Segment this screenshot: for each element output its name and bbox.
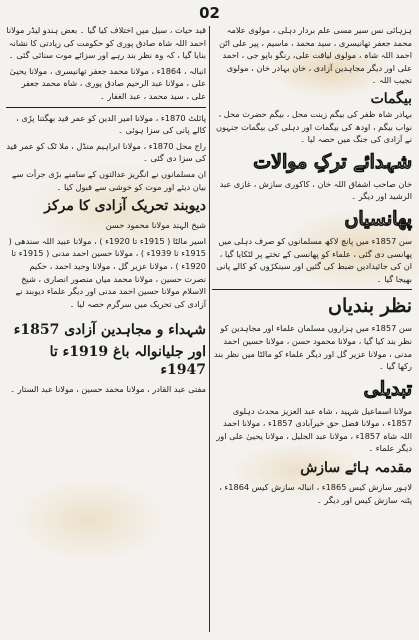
- begumat-paragraph: بہادر شاہ ظفر کی بیگم زینت محل ، بیگم حضرت محل ، نواب بیگم ، اودھ کی بیگمات اور دہلی کی بیگمات جنہوں نے آزادی کی جنگ میں حصہ لیا ۔: [215, 108, 412, 145]
- tabdeeli-paragraph: مولانا اسماعیل شہید ، شاہ عبد العزیز محدث دہلوی 1857ء ، مولانا فضل حق خیرآبادی 1857ء ، مولانا احمد اللہ شاہ 1857ء ، مولانا عبد الجلیل ، مولانا یحییٰ علی اور دیگر علماء ۔: [216, 405, 412, 454]
- begumat-section: [212, 90, 412, 108]
- spacer: [6, 313, 206, 317]
- begumat-heading: بیگمات: [370, 90, 412, 107]
- pilot-paragraph: پائلٹ 1870ء ، مولانا امیر الدین کو عمر قید بھگتنا پڑی ، کالے پانی کی سزا ہوئی ۔: [16, 112, 206, 136]
- phansiyan-paragraph: سن 1857ء میں پانچ لاکھ مسلمانوں کو صرف دہلی میں پھانسی دی گئی ، علماء کو پھانسی کے تختے پر لٹکایا گیا ، ان کی جائیدادیں ضبط کی گئیں اور سینکڑوں کو کالے پانی بھیجا گیا ۔: [216, 235, 412, 284]
- deoband-heading: دیوبند تحریک آزادی کا مرکز: [44, 198, 206, 215]
- right-intro-paragraph: ہزہائی نس سیر مسی علم بردار دہلی ، مولوی علامہ محمد جعفر تھانیسری ، سید محمد ، ماسیم ، پیر علی اٹن احمد اللہ شاہ ، مولوی لیاقت علی، رنگو باپو جی ، احمد علی اور دیگر مجاہدین آزادی ، خان بہادر خان ، مولوی نجیب اللہ ۔: [219, 25, 412, 86]
- turkish-heading: شہدائے ترکِ موالات: [253, 150, 412, 173]
- section-rule: [6, 107, 206, 108]
- section-rule: [212, 289, 412, 290]
- phansiyan-heading: پھانسیاں: [344, 207, 412, 230]
- column-divider: [209, 26, 210, 632]
- ambala-paragraph: انبالہ ، 1864ء ، مولانا محمد جعفر تھانیسری ، مولانا یحییٰ علی ، مولانا عبد الرحیم صادق پوری ، شاہ محمد جعفر علی ، سید محمد ، عبد الغفار ۔: [9, 65, 206, 101]
- turkish-paragraph: خان صاحب اشفاق اللہ خان ، کاکوری سازش ، غازی عبد الرشید اور دیگر ۔: [219, 178, 412, 202]
- nazarbandiyan-heading: نظر بندیاں: [328, 295, 412, 318]
- court-paragraph: ان مسلمانوں نے انگریز عدالتوں کے سامنے بڑی جرأت سے بیان دیئے اور موت کو خوشی سے قبول کیا ۔: [11, 168, 206, 192]
- shuhada-heading-line-2: اور جلیانوالہ باغ 1919ء تا 1947ء: [49, 344, 206, 379]
- muqaddamat-paragraph: لاہور سازش کیس 1865ء ، انبالہ سازش کیس 1864ء ، پٹنہ سازش کیس اور دیگر ۔: [219, 482, 412, 505]
- tabdeeli-heading: تبدیلی: [363, 377, 412, 400]
- left-column: [6, 24, 206, 399]
- shuhada-heading-line-1: شہداء و مجاہدین آزادی 1857ء: [13, 322, 206, 339]
- muqaddamat-heading: مقدمہ ہائے سازش: [300, 460, 412, 477]
- right-column: [212, 24, 412, 509]
- page-number: 02: [199, 4, 220, 22]
- rajmahal-paragraph: راج محل 1870ء ، مولانا ابراہیم منڈل ، ملا ٹک کو عمر قید کی سزا دی گئی ۔: [6, 140, 206, 164]
- nazarbandiyan-paragraph: سن 1857ء میں ہزاروں مسلمان علماء اور مجاہدین کو نظر بند کیا گیا ، مولانا محمود حسن ، مولانا حسین احمد مدنی ، مولانا عزیر گل اور دیگر علماء کو مالٹا میں نظر بند رکھا گیا ۔: [214, 323, 412, 372]
- left-top-paragraph: قید حیات ، سیل میں اختلاف کیا گیا ۔ بعض ہندو لیڈر مولانا احمد اللہ شاہ صادق پوری کو حکومت کی زیادتی کا نشانہ بنایا گیا ، کہ وہ نظر بند رہے اور سزائے موت سنائی گئی ۔: [6, 25, 206, 61]
- deoband-paragraph: اسیر مالٹا ( 1915ء تا 1920ء ) ، مولانا عبید اللہ سندھی ( 1915ء تا 1939ء ) ، مولانا حسین احمد مدنی ( 1915ء تا 1920ء ) ، مولانا عزیر گل ، مولانا وحید احمد ، حکیم نصرت حسین ، مولانا محمد میاں منصور انصاری ، شیخ الاسلام مولانا حسین احمد مدنی اور دیگر علماء دیوبند نے آزادی کی تحریک میں سرگرم حصہ لیا ۔: [8, 235, 206, 309]
- deoband-subheading: شیخ الہند مولانا محمود حسن: [105, 220, 206, 231]
- footer-paragraph: مفتی عبد القادر ، مولانا محمد حسین ، مولانا عبد الستار ۔: [10, 384, 206, 395]
